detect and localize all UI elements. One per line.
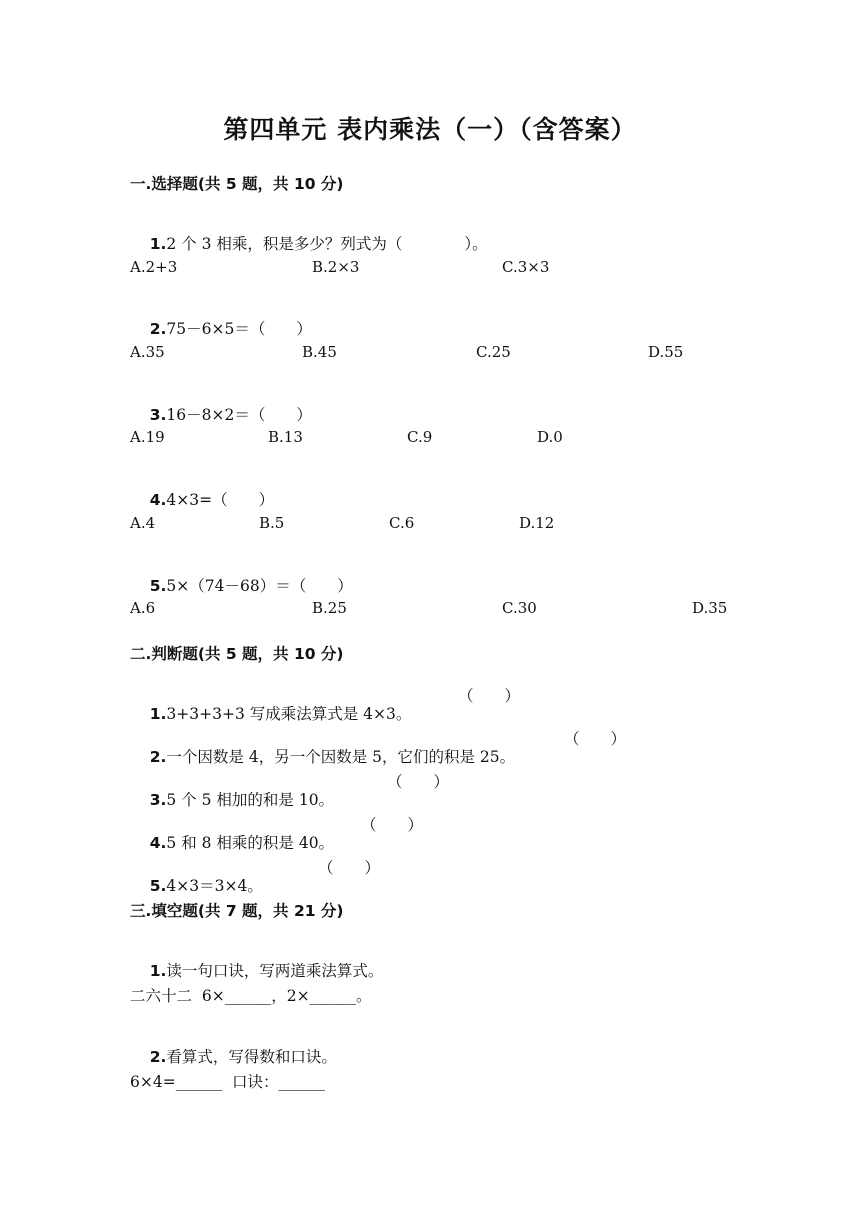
question-number: 1. — [149, 705, 167, 723]
question-number: 2. — [149, 748, 167, 766]
section-heading-fill-blank: 三.填空题(共 7 题，共 21 分) — [130, 902, 344, 920]
question-text: 5 个 5 相加的和是 10。 — [166, 791, 335, 809]
option-a: A.6 — [130, 599, 156, 617]
option-b: B.45 — [302, 343, 337, 361]
option-a: A.35 — [130, 343, 165, 361]
answer-parentheses: （ ） — [458, 687, 521, 705]
section-heading-choice: 一.选择题(共 5 题，共 10 分) — [130, 175, 344, 193]
option-a: A.4 — [130, 514, 156, 532]
question-number: 3. — [149, 406, 167, 424]
question-number: 5. — [149, 577, 167, 595]
answer-parentheses: （ ） — [387, 773, 450, 791]
question-text: 3+3+3+3 写成乘法算式是 4×3。 — [166, 705, 412, 723]
question-text: 2 个 3 相乘，积是多少？列式为（ ）。 — [166, 235, 488, 253]
question-number: 5. — [149, 877, 167, 895]
question-text: 16－8×2＝（ ） — [166, 406, 312, 424]
question-number: 3. — [149, 791, 167, 809]
option-b: B.5 — [259, 514, 285, 532]
option-c: C.25 — [476, 343, 511, 361]
question-number: 2. — [149, 320, 167, 338]
answer-parentheses: （ ） — [564, 730, 627, 748]
section-heading-judgement: 二.判断题(共 5 题，共 10 分) — [130, 645, 344, 663]
option-c: C.6 — [389, 514, 415, 532]
question-3-2-blanks: 6×4=______ 口诀：______ — [130, 1073, 326, 1091]
option-b: B.25 — [312, 599, 347, 617]
option-a: A.19 — [130, 428, 165, 446]
answer-parentheses: （ ） — [318, 859, 381, 877]
page-title: 第四单元 表内乘法（一）（含答案） — [223, 115, 637, 144]
question-text: 一个因数是 4，另一个因数是 5，它们的积是 25。 — [166, 748, 516, 766]
question-1-1 — [130, 214, 488, 272]
question-text: 4×3=（ ） — [166, 491, 275, 509]
question-text: 5 和 8 相乘的积是 40。 — [166, 834, 335, 852]
option-b: B.13 — [268, 428, 303, 446]
option-b: B.2×3 — [312, 258, 360, 276]
question-3-1-blanks: 二六十二 6×______，2×______。 — [130, 987, 372, 1005]
question-number: 1. — [149, 962, 167, 980]
question-text: 看算式，写得数和口诀。 — [166, 1048, 337, 1066]
question-text: 5×（74－68）＝（ ） — [166, 577, 353, 595]
question-number: 4. — [149, 834, 167, 852]
question-number: 2. — [149, 1048, 167, 1066]
question-number: 1. — [149, 235, 167, 253]
question-number: 4. — [149, 491, 167, 509]
question-text: 75－6×5＝（ ） — [166, 320, 312, 338]
question-text: 读一句口诀，写两道乘法算式。 — [166, 962, 384, 980]
option-c: C.3×3 — [502, 258, 550, 276]
option-a: A.2+3 — [130, 258, 178, 276]
option-d: D.0 — [537, 428, 563, 446]
option-c: C.30 — [502, 599, 537, 617]
option-d: D.55 — [648, 343, 684, 361]
question-text: 4×3＝3×4。 — [166, 877, 263, 895]
option-c: C.9 — [407, 428, 433, 446]
option-d: D.35 — [692, 599, 728, 617]
answer-parentheses: （ ） — [361, 816, 424, 834]
option-d: D.12 — [519, 514, 555, 532]
